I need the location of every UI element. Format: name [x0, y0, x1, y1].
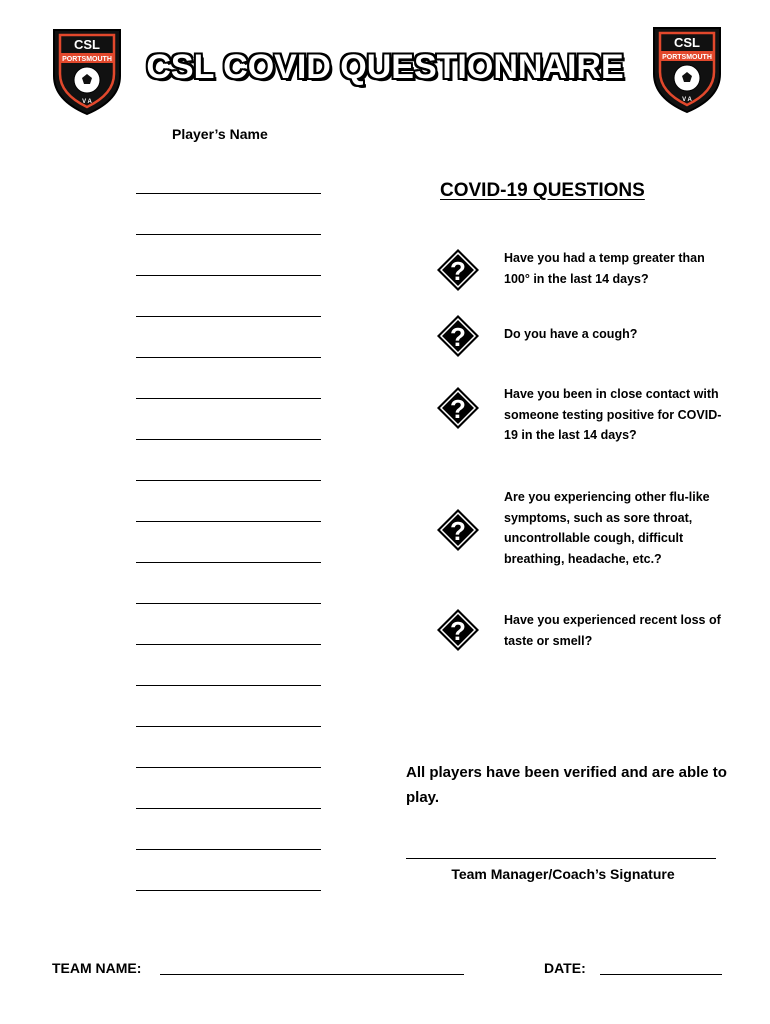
player-name-line[interactable] — [136, 890, 321, 891]
question-diamond-icon — [436, 314, 480, 358]
player-name-line[interactable] — [136, 849, 321, 850]
question-symptoms: Are you experiencing other flu-like symptoms, such as sore throat, uncontrollable cough, difficult breathing, headache, etc.? — [504, 490, 710, 566]
team-name-label: TEAM NAME: — [52, 960, 142, 976]
svg-text:?: ? — [450, 256, 466, 286]
question-diamond-icon — [436, 248, 480, 292]
signature-label: Team Manager/Coach’s Signature — [451, 866, 675, 882]
player-name-line[interactable] — [136, 439, 321, 440]
question-diamond-icon — [436, 386, 480, 430]
question-contact: Have you been in close contact with someone testing positive for COVID-19 in the last 14 days? — [504, 387, 722, 442]
logo-band-text: PORTSMOUTH — [62, 56, 112, 63]
player-name-line[interactable] — [136, 398, 321, 399]
player-name-line[interactable] — [136, 603, 321, 604]
player-name-line[interactable] — [136, 521, 321, 522]
player-name-line[interactable] — [136, 193, 321, 194]
player-name-line[interactable] — [136, 234, 321, 235]
player-name-line[interactable] — [136, 562, 321, 563]
page-title: CSL COVID QUESTIONNAIRE — [146, 48, 624, 86]
player-name-line[interactable] — [136, 726, 321, 727]
date-line[interactable] — [600, 974, 722, 975]
player-name-line[interactable] — [136, 644, 321, 645]
logo-csl-text: CSL — [74, 37, 100, 52]
question-taste-smell: Have you experienced recent loss of taste or smell? — [504, 613, 721, 648]
csl-logo-right — [650, 22, 724, 114]
verification-statement: All players have been verified and are able to play. — [406, 764, 727, 806]
svg-text:?: ? — [450, 516, 466, 546]
player-name-line[interactable] — [136, 275, 321, 276]
svg-text:?: ? — [450, 394, 466, 424]
question-diamond-icon — [436, 508, 480, 552]
player-name-line[interactable] — [136, 808, 321, 809]
questions-heading: COVID-19 QUESTIONS — [440, 180, 645, 201]
logo-band-text: PORTSMOUTH — [662, 54, 712, 61]
logo-csl-text: CSL — [674, 35, 700, 50]
svg-text:?: ? — [450, 616, 466, 646]
question-diamond-icon — [436, 608, 480, 652]
question-temp: Have you had a temp greater than 100° in the last 14 days? — [504, 251, 705, 286]
player-name-line[interactable] — [136, 685, 321, 686]
svg-text:?: ? — [450, 322, 466, 352]
player-name-line[interactable] — [136, 767, 321, 768]
player-name-line[interactable] — [136, 480, 321, 481]
date-label: DATE: — [544, 960, 586, 976]
logo-bottom-text: V A — [82, 99, 92, 105]
player-name-line[interactable] — [136, 316, 321, 317]
players-name-label: Player’s Name — [172, 126, 268, 142]
team-name-line[interactable] — [160, 974, 464, 975]
signature-line[interactable] — [406, 858, 716, 859]
csl-logo-left — [50, 24, 124, 116]
player-name-line[interactable] — [136, 357, 321, 358]
logo-bottom-text: V A — [682, 97, 692, 103]
question-cough: Do you have a cough? — [504, 327, 638, 341]
